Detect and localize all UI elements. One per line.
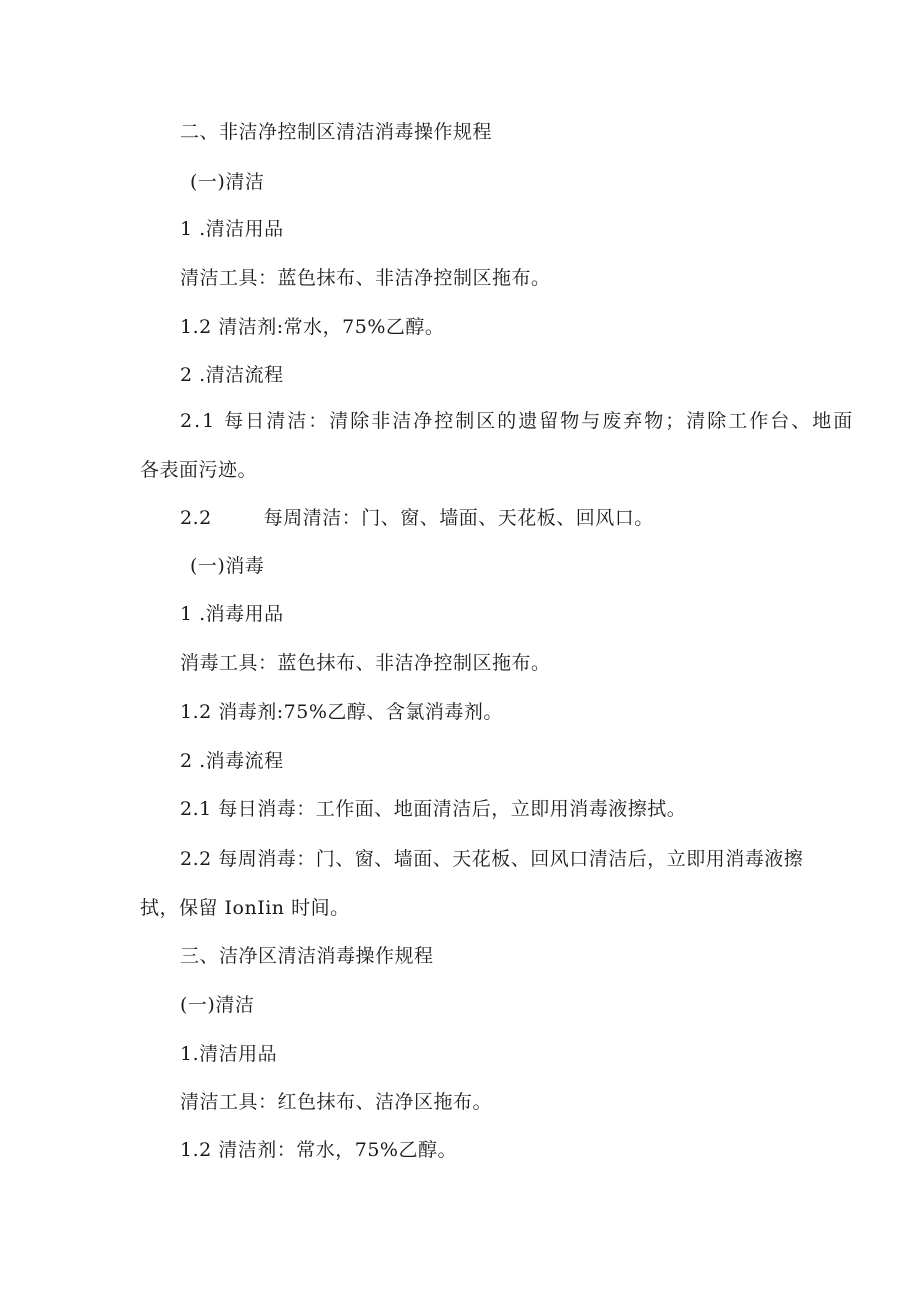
section-2-disinfection-item-2: 2 .消毒流程	[180, 750, 284, 772]
section-2-disinfection-item-1: 1 .消毒用品	[180, 603, 284, 625]
section-2-cleaning-item-2: 2 .清洁流程	[180, 364, 284, 386]
section-2-cleaning-item-1: 1 .清洁用品	[180, 218, 284, 240]
section-2-disinfection-weekly-continued: 拭，保留 IonIin 时间。	[140, 897, 350, 919]
weekly-text: 每周清洁：门、窗、墙面、天花板、回风口。	[263, 507, 654, 529]
section-2-heading: 二、非洁净控制区清洁消毒操作规程	[180, 121, 493, 143]
section-3-cleaning-tools: 清洁工具：红色抹布、洁净区拖布。	[180, 1091, 493, 1113]
section-2-disinfection-tools: 消毒工具：蓝色抹布、非洁净控制区拖布。	[180, 652, 551, 674]
weekly-number: 2.2	[180, 507, 212, 529]
section-3-cleaning-agent: 1.2 清洁剂：常水，75%乙醇。	[180, 1139, 457, 1161]
section-3-heading: 三、洁净区清洁消毒操作规程	[180, 945, 434, 967]
section-2-cleaning-weekly	[180, 505, 654, 531]
section-2-disinfection-agent: 1.2 消毒剂:75%乙醇、含氯消毒剂。	[180, 701, 503, 723]
section-2-cleaning-agent: 1.2 清洁剂:常水，75%乙醇。	[180, 316, 445, 338]
section-2-cleaning-daily-continued: 各表面污迹。	[140, 459, 258, 481]
section-2-cleaning-daily: 2.1 每日清洁：清除非洁净控制区的遗留物与废弃物；清除工作台、地面	[180, 410, 855, 432]
section-3-cleaning-heading: (一)清洁	[180, 994, 255, 1016]
section-3-cleaning-item-1: 1.清洁用品	[180, 1043, 278, 1065]
section-2-disinfection-daily: 2.1 每日消毒：工作面、地面清洁后，立即用消毒液擦拭。	[180, 798, 687, 820]
section-2-cleaning-tools: 清洁工具：蓝色抹布、非洁净控制区拖布。	[180, 267, 551, 289]
section-2-disinfection-heading: (一)消毒	[190, 555, 265, 577]
section-2-disinfection-weekly: 2.2 每周消毒：门、窗、墙面、天花板、回风口清洁后，立即用消毒液擦	[180, 848, 804, 870]
section-2-cleaning-heading: (一)清洁	[190, 171, 265, 193]
